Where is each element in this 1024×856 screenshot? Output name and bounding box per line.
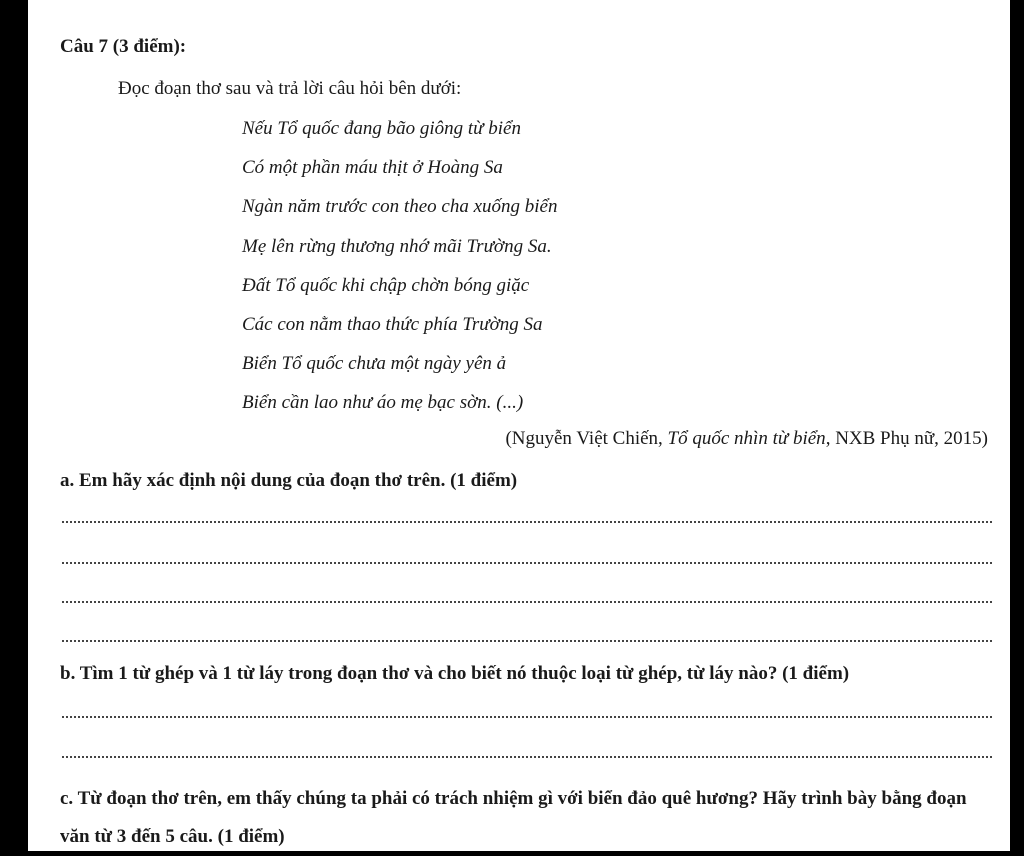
poem-line: Nếu Tổ quốc đang bão giông từ biển [242,118,521,139]
worksheet-page [28,0,1010,851]
poem-line: Biển Tổ quốc chưa một ngày yên ả [242,353,507,375]
source-author: (Nguyễn Việt Chiến, [505,428,668,449]
answer-line[interactable] [62,640,992,642]
answer-line[interactable] [62,756,992,758]
answer-line[interactable] [62,521,992,523]
sub-question-a: a. Em hãy xác định nội dung của đoạn thơ trên. (1 điểm) [60,470,518,491]
source-book-title: Tổ quốc nhìn từ biển [667,428,826,449]
answer-line[interactable] [62,601,992,603]
sub-question-c: c. Từ đoạn thơ trên, em thấy chúng ta phải có trách nhiệm gì với biển đảo quê hương? Hãy trình bày bằng đoạn văn từ 3 đến 5 câu. (1 điểm) [60,788,967,847]
poem-line: Các con nằm thao thức phía Trường Sa [242,313,543,335]
poem-line: Ngàn năm trước con theo cha xuống biển [242,196,558,218]
poem-line: Biển cần lao như áo mẹ bạc sờn. (...) [242,392,524,414]
poem-block [242,114,557,428]
question-instruction: Đọc đoạn thơ sau và trả lời câu hỏi bên dưới: [118,78,462,99]
answer-line[interactable] [62,562,992,564]
sub-question-b: b. Tìm 1 từ ghép và 1 từ láy trong đoạn thơ và cho biết nó thuộc loại từ ghép, từ láy nào? (1 điểm) [60,663,850,684]
poem-line: Mẹ lên rừng thương nhớ mãi Trường Sa. [242,235,552,257]
poem-line: Đất Tổ quốc khi chập chờn bóng giặc [242,274,530,296]
source-publisher: , NXB Phụ nữ, 2015) [825,428,988,449]
poem-source-citation [505,428,988,450]
poem-line: Có một phần máu thịt ở Hoàng Sa [242,157,503,179]
answer-line[interactable] [62,716,992,718]
question-title: Câu 7 (3 điểm): [60,36,187,57]
